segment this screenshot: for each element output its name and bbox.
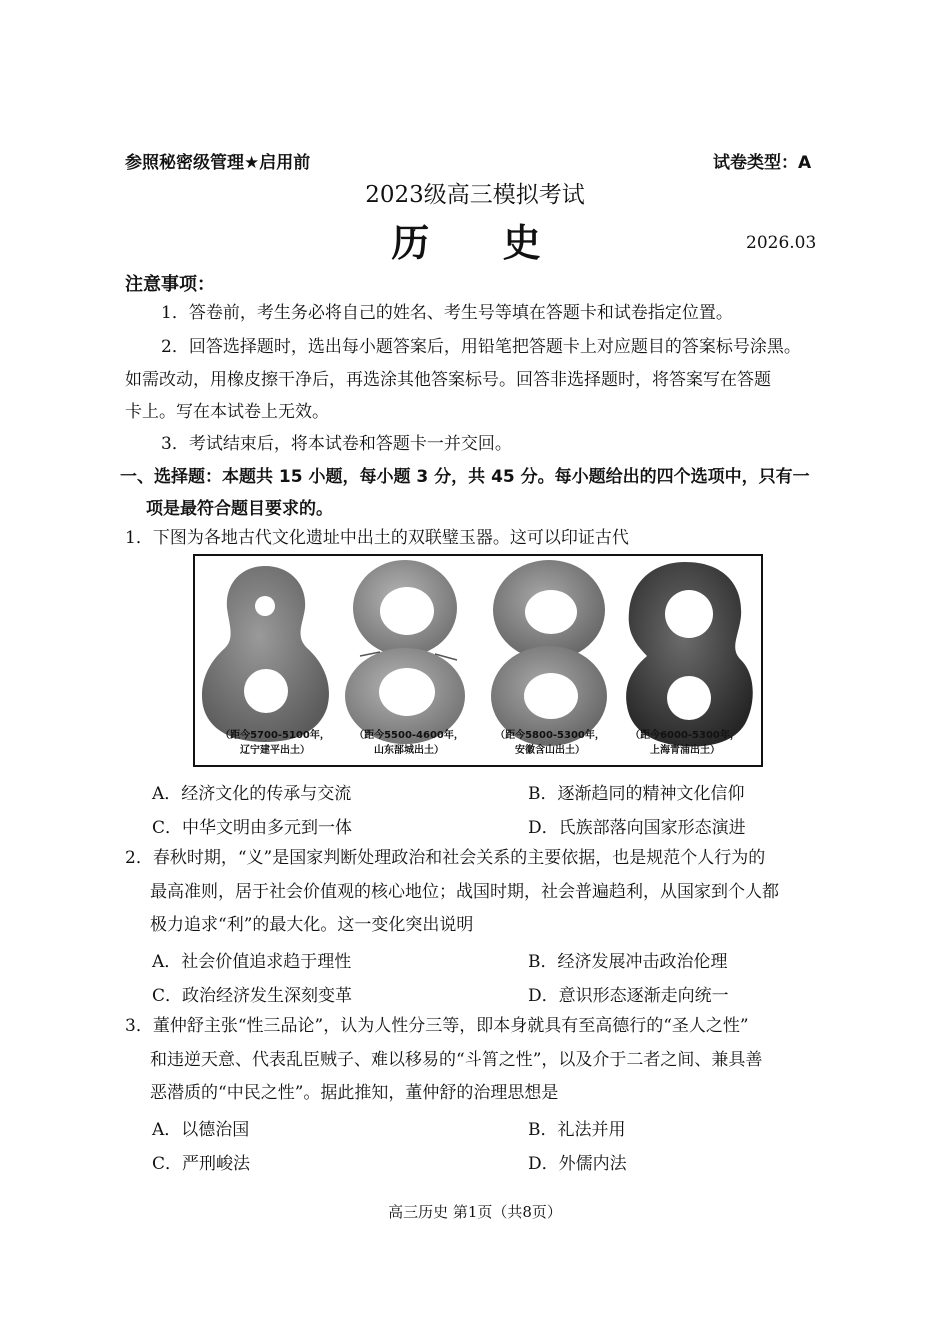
notice-item-2-line1: 2．回答选择题时，选出每小题答案后，用铅笔把答题卡上对应题目的答案标号涂黑。: [161, 337, 801, 357]
exam-title: 2023级高三模拟考试: [365, 182, 585, 208]
jade-artifact-4: [626, 562, 753, 746]
caption-1: [205, 728, 345, 758]
jade-artifact-3: [491, 560, 607, 746]
caption-4-line1: （距今6000-5300年，: [630, 730, 740, 741]
q2-option-d[interactable]: D．意识形态逐渐走向统一: [528, 986, 729, 1006]
question-2-line3: 极力追求“利”的最大化。这一变化突出说明: [150, 915, 474, 935]
caption-2: [339, 728, 479, 758]
confidential-label: 参照秘密级管理★启用前: [125, 153, 311, 173]
notice-item-2-line2: 如需改动，用橡皮擦干净后，再选涂其他答案标号。回答非选择题时，将答案写在答题: [125, 370, 771, 390]
caption-3-line1: （距今5800-5300年，: [495, 730, 605, 741]
q2-option-a[interactable]: A．社会价值追求趋于理性: [152, 952, 352, 972]
q2-option-b[interactable]: B．经济发展冲击政治伦理: [528, 952, 728, 972]
question-3-line3: 恶潜质的“中民之性”。据此推知，董仲舒的治理思想是: [150, 1083, 559, 1103]
caption-3: [480, 728, 620, 758]
question-2-line2: 最高准则，居于社会价值观的核心地位；战国时期，社会普遍趋利，从国家到个人都: [150, 882, 779, 902]
q3-option-c[interactable]: C．严刑峻法: [152, 1154, 251, 1174]
question-2-line1: 2．春秋时期，“义”是国家判断处理政治和社会关系的主要依据，也是规范个人行为的: [125, 848, 766, 868]
q1-option-c[interactable]: C．中华文明由多元到一体: [152, 818, 353, 838]
q1-option-b[interactable]: B．逐渐趋同的精神文化信仰: [528, 784, 745, 804]
caption-2-line2: 山东郚城出土）: [374, 745, 444, 756]
caption-4-line2: 上海青浦出土）: [650, 745, 720, 756]
jade-artifacts-figure: [193, 554, 763, 767]
page-footer: 高三历史 第1页（共8页）: [388, 1203, 562, 1221]
section-heading-line1: 一、选择题：本题共 15 小题，每小题 3 分，共 45 分。每小题给出的四个选项中，只有一: [120, 467, 810, 487]
caption-1-line2: 辽宁建平出土）: [240, 745, 310, 756]
paper-type: 试卷类型：A: [713, 153, 812, 173]
jade-artifact-2: [345, 560, 465, 744]
caption-4: [615, 728, 755, 758]
q3-option-b[interactable]: B．礼法并用: [528, 1120, 626, 1140]
q1-option-d[interactable]: D．氏族部落向国家形态演进: [528, 818, 746, 838]
caption-3-line2: 安徽含山出土）: [515, 745, 585, 756]
notice-item-3: 3．考试结束后，将本试卷和答题卡一并交回。: [161, 434, 512, 454]
q1-option-a[interactable]: A．经济文化的传承与交流: [152, 784, 352, 804]
q3-option-d[interactable]: D．外儒内法: [528, 1154, 627, 1174]
question-3-line1: 3．董仲舒主张“性三品论”，认为人性分三等，即本身就具有至高德行的“圣人之性”: [125, 1016, 749, 1036]
caption-2-line1: （距今5500-4600年，: [354, 730, 464, 741]
q3-option-a[interactable]: A．以德治国: [152, 1120, 250, 1140]
question-3-line2: 和违逆天意、代表乱臣贼子、难以移易的“斗筲之性”，以及介于二者之间、兼具善: [150, 1050, 763, 1070]
q2-option-c[interactable]: C．政治经济发生深刻变革: [152, 986, 353, 1006]
notice-item-1: 1．答卷前，考生务必将自己的姓名、考生号等填在答题卡和试卷指定位置。: [161, 303, 733, 323]
notice-heading: 注意事项：: [125, 274, 215, 295]
question-1-stem: 1．下图为各地古代文化遗址中出土的双联璧玉器。这可以印证古代: [125, 528, 629, 548]
caption-1-line1: （距今5700-5100年，: [220, 730, 330, 741]
section-heading-line2: 项是最符合题目要求的。: [146, 499, 333, 519]
subject-title: 历 史: [391, 221, 571, 265]
exam-date: 2026.03: [746, 233, 817, 253]
notice-item-2-line3: 卡上。写在本试卷上无效。: [125, 402, 329, 422]
jade-artifact-1: [202, 566, 329, 742]
